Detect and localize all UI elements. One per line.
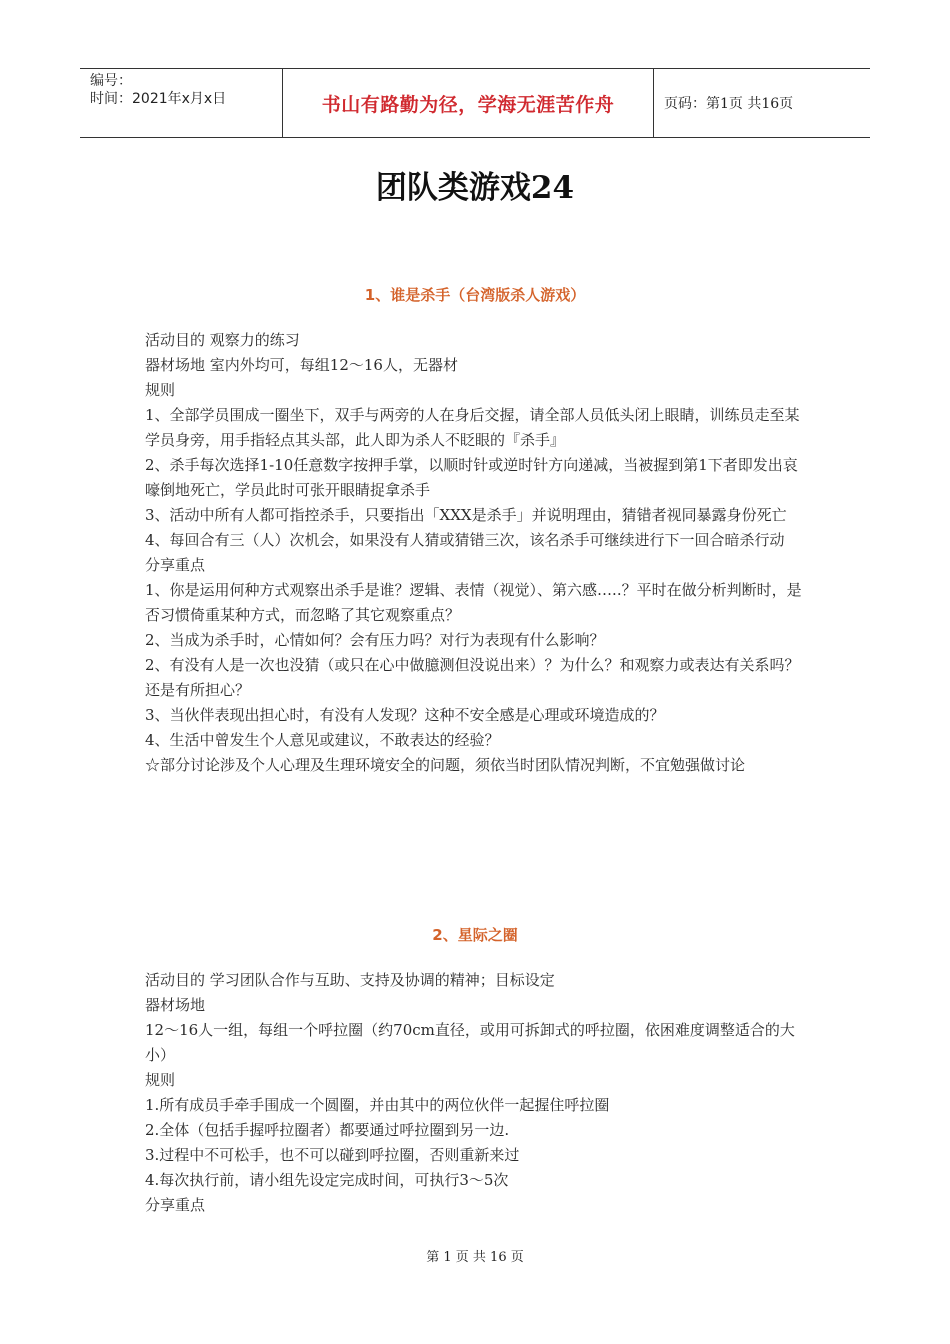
body-line: 4、每回合有三（人）次机会，如果没有人猜或猜错三次，该名杀手可继续进行下一回合暗杀行动 bbox=[145, 531, 785, 549]
number-label: 编号： bbox=[90, 73, 132, 89]
body-line: 规则 bbox=[145, 1071, 176, 1089]
body-line: 1.所有成员手牵手围成一个圆圈，并由其中的两位伙伴一起握住呼拉圈 bbox=[145, 1096, 610, 1114]
section-body-2 bbox=[145, 968, 810, 1218]
body-line: 3.过程中不可松手，也不可以碰到呼拉圈，否则重新来过 bbox=[145, 1146, 520, 1164]
time-label: 时间：2021年x月x日 bbox=[90, 91, 227, 107]
header-meta bbox=[80, 69, 282, 137]
body-line: 2、当成为杀手时，心情如何？会有压力吗？对行为表现有什么影响？ bbox=[145, 631, 605, 649]
body-line: 4、生活中曾发生个人意见或建议，不敢表达的经验？ bbox=[145, 731, 500, 749]
body-line: 1、你是运用何种方式观察出杀手是谁？逻辑、表情（视觉）、第六感…..？平时在做分析判断时，是否习惯倚重某种方式，而忽略了其它观察重点？ bbox=[145, 581, 802, 624]
header-page-info: 页码：第1页 共16页 bbox=[664, 96, 794, 112]
body-line: 活动目的 学习团队合作与互助、支持及协调的精神；目标设定 bbox=[145, 971, 555, 989]
body-line: 活动目的 观察力的练习 bbox=[145, 331, 300, 349]
page-title: 团队类游戏24 bbox=[375, 170, 575, 206]
body-line: 12～16人一组，每组一个呼拉圈（约70cm直径，或用可拆卸式的呼拉圈，依困难度调整适合的大小） bbox=[145, 1021, 795, 1064]
body-line: ☆部分讨论涉及个人心理及生理环境安全的问题，须依当时团队情况判断，不宜勉强做讨论 bbox=[145, 756, 746, 774]
page-header bbox=[80, 68, 870, 138]
body-line: 分享重点 bbox=[145, 1196, 206, 1214]
section-body-1 bbox=[145, 328, 810, 778]
body-line: 4.每次执行前，请小组先设定完成时间，可执行3～5次 bbox=[145, 1171, 509, 1189]
body-line: 规则 bbox=[145, 381, 176, 399]
body-line: 2、有没有人是一次也没猜（或只在心中做臆测但没说出来）？为什么？和观察力或表达有关系吗？还是有所担心？ bbox=[145, 656, 800, 699]
body-line: 器材场地 室内外均可，每组12～16人，无器材 bbox=[145, 356, 458, 374]
page-footer: 第 1 页 共 16 页 bbox=[426, 1250, 524, 1265]
body-line: 器材场地 bbox=[145, 996, 206, 1014]
body-line: 3、当伙伴表现出担心时，有没有人发现？这种不安全感是心理或环境造成的？ bbox=[145, 706, 665, 724]
section-heading-2: 2、星际之圈 bbox=[432, 926, 518, 944]
body-line: 分享重点 bbox=[145, 556, 206, 574]
body-line: 3、活动中所有人都可指控杀手，只要指出「XXX是杀手」并说明理由，猜错者视同暴露身份死亡 bbox=[145, 506, 787, 524]
section-heading-1: 1、谁是杀手（台湾版杀人游戏） bbox=[364, 286, 586, 304]
body-line: 1、全部学员围成一圈坐下，双手与两旁的人在身后交握，请全部人员低头闭上眼睛，训练员走至某学员身旁，用手指轻点其头部，此人即为杀人不眨眼的『杀手』 bbox=[145, 406, 800, 449]
body-line: 2、杀手每次选择1-10任意数字按押手掌，以顺时针或逆时针方向递减，当被握到第1下者即发出哀嚎倒地死亡，学员此时可张开眼睛捉拿杀手 bbox=[145, 456, 798, 499]
header-motto: 书山有路勤为径，学海无涯苦作舟 bbox=[282, 69, 654, 137]
body-line: 2.全体（包括手握呼拉圈者）都要通过呼拉圈到另一边. bbox=[145, 1121, 510, 1139]
